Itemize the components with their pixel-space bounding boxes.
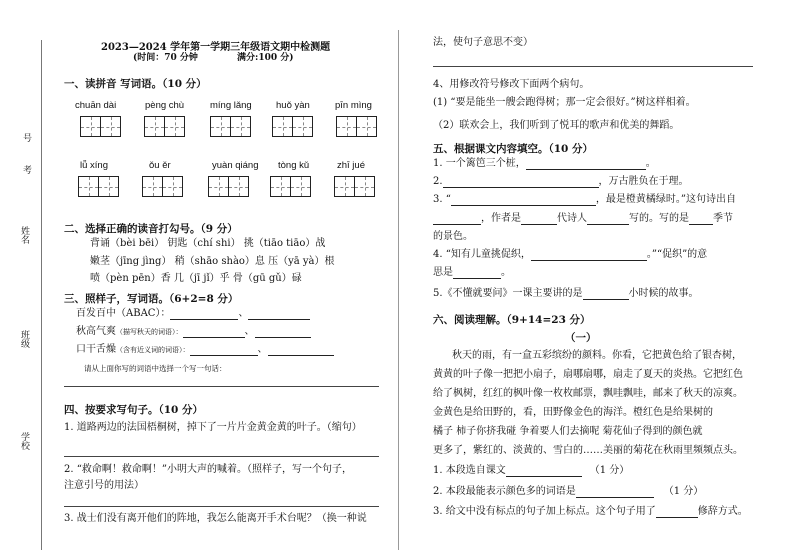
section-2-title: 二、选择正确的读音打勾号。（9 分） xyxy=(64,223,238,235)
answer-line[interactable] xyxy=(64,456,379,457)
s4-q1: 1. 道路两边的法国梧桐树，掉下了一片片金黄金黄的叶子。（缩句） xyxy=(64,422,362,433)
answer-blank[interactable] xyxy=(433,214,481,225)
side-label-hao: 号 xyxy=(21,133,31,142)
pinyin-3: míng lǎng xyxy=(210,100,252,111)
answer-line[interactable] xyxy=(64,386,379,387)
pinyin-2: pèng chù xyxy=(145,100,185,111)
s3-note: 请从上面你写的词语中选择一个写一句话： xyxy=(84,364,227,373)
pinyin-4: huǒ yàn xyxy=(276,100,310,111)
s5-q5-text: 5.《不懂就要问》一课主要讲的是 xyxy=(433,288,583,299)
answer-blank[interactable] xyxy=(587,214,629,225)
s5-q1-text: 1. 一个篱笆三个桩， xyxy=(433,158,526,169)
pinyin-7: ǒu ěr xyxy=(149,160,171,171)
tian-box[interactable] xyxy=(228,176,249,197)
s2-line-3: 喷（pèn pēn）香 几（jī jǐ）乎 骨（gū gǔ）碌 xyxy=(90,273,302,284)
tian-box[interactable] xyxy=(354,176,375,197)
s5-q4-text-2: 。”“促织”的意 xyxy=(646,249,708,260)
s5-q3-num: 3. “ xyxy=(433,194,451,205)
tian-box[interactable] xyxy=(144,116,165,137)
binding-line xyxy=(41,40,42,550)
side-label-name: 姓名 xyxy=(19,226,29,244)
tian-box[interactable] xyxy=(356,116,377,137)
s5-q1 xyxy=(433,158,656,170)
tian-box[interactable] xyxy=(78,176,99,197)
s6-q2 xyxy=(433,486,703,498)
column-divider xyxy=(398,30,399,550)
tian-box[interactable] xyxy=(336,116,357,137)
reading-part-label: （一） xyxy=(565,332,597,344)
side-label-school: 学校 xyxy=(19,432,29,450)
s5-q2-num: 2. xyxy=(433,176,443,187)
s3-line-1 xyxy=(76,308,310,320)
answer-blank[interactable] xyxy=(506,466,582,477)
reading-para-6: 更多了，紫红的、淡黄的、雪白的……美丽的菊花在秋雨里频频点头。 xyxy=(433,445,743,456)
answer-blank[interactable] xyxy=(443,177,599,188)
pinyin-5: pīn mìng xyxy=(335,100,372,111)
s5-q4-text: 4. “知有儿童挑促织， xyxy=(433,249,531,260)
exam-time: (时间：70 分钟 xyxy=(133,53,198,63)
s4-q4-2: （2）联欢会上，我们听到了悦耳的歌声和优美的舞蹈。 xyxy=(433,120,680,131)
tian-box[interactable] xyxy=(334,176,355,197)
s6-q1-score: （1 分） xyxy=(589,465,630,476)
side-label-class: 班级 xyxy=(19,330,29,348)
s5-q3-author: ，作者是 xyxy=(481,213,521,224)
s4-q3: 3. 战士们没有离开他们的阵地，我怎么能离开手术台呢？（换一种说 xyxy=(64,513,367,524)
pinyin-9: tòng kǔ xyxy=(278,160,310,171)
tian-box[interactable] xyxy=(164,116,185,137)
s4-q4-1: (1) “要是能坐一艘会跑得树；那一定会很好。”树这样相着。 xyxy=(433,97,696,108)
sep: 、 xyxy=(257,344,268,355)
tian-box[interactable] xyxy=(210,116,231,137)
s6-q2-score: （1 分） xyxy=(663,486,704,497)
tian-box[interactable] xyxy=(80,116,101,137)
answer-blank[interactable] xyxy=(255,327,311,338)
section-4-title: 四、按要求写句子。（10 分） xyxy=(64,404,204,416)
s6-q1-text: 1. 本段选自课文 xyxy=(433,465,506,476)
s4-q3-continued: 法，使句子意思不变） xyxy=(433,37,533,48)
tian-box[interactable] xyxy=(100,116,121,137)
s4-q2a: 2. “救命啊！救命啊！”小明大声的喊着。（照样子，写一个句子， xyxy=(64,464,352,475)
s5-q5-end: 小时候的故事。 xyxy=(628,288,699,299)
pinyin-10: zhī jué xyxy=(337,160,365,171)
s5-q3-season: 季节 xyxy=(713,213,733,224)
s5-q2-text: ，万古胜负在于理。 xyxy=(598,176,689,187)
s5-q4-end: 。 xyxy=(501,267,511,278)
answer-blank[interactable] xyxy=(521,214,557,225)
pinyin-6: lǚ xíng xyxy=(80,160,108,171)
s3-hint: （含有近义词的词语）： xyxy=(116,346,190,354)
s6-q3-text: 3. 给文中没有标点的句子加上标点。这个句子用了 xyxy=(433,506,656,517)
s3-label-abac: 百发百中（ABAC）： xyxy=(76,308,171,319)
s6-q3-end: 修辞方式。 xyxy=(697,506,748,517)
section-3-title: 三、照样子，写词语。（6+2=8 分） xyxy=(64,293,239,305)
tian-box[interactable] xyxy=(98,176,119,197)
reading-para-5: 橘子 柿子你挤我碰 争着要人们去摘呢 菊花仙子得到的颜色就 xyxy=(433,426,703,437)
section-6-title: 六、阅读理解。（9+14=23 分） xyxy=(433,314,591,326)
reading-para-2: 黄黄的叶子像一把把小扇子，扇哪扇哪，扇走了夏天的炎热。它把红色 xyxy=(433,369,743,380)
s6-q2-text: 2. 本段最能表示颜色多的词语是 xyxy=(433,486,576,497)
s3-label-synonym: 口干舌燥 xyxy=(76,344,116,355)
tian-box[interactable] xyxy=(270,176,291,197)
section-5-title: 五、根据课文内容填空。（10 分） xyxy=(433,143,594,155)
s5-q2 xyxy=(433,176,689,188)
pinyin-1: chuān dài xyxy=(75,100,117,111)
answer-blank[interactable] xyxy=(526,159,646,170)
s3-label-autumn: 秋高气爽 xyxy=(76,326,116,337)
answer-blank[interactable] xyxy=(453,268,501,279)
s5-q3-text: ，最是橙黄橘绿时。”这句诗出自 xyxy=(595,194,736,205)
answer-blank[interactable] xyxy=(248,309,310,320)
tian-box[interactable] xyxy=(292,116,313,137)
exam-score: 满分:100 分) xyxy=(237,53,294,63)
answer-blank[interactable] xyxy=(656,507,698,518)
answer-blank[interactable] xyxy=(183,327,245,338)
tian-box[interactable] xyxy=(142,176,163,197)
s2-line-1: 背诵（bèi bēi） 钥匙（chí shi） 挑（tiāo tiāo）战 xyxy=(90,238,326,249)
s2-line-2: 嫩茎（jīng jìng） 稍（shāo shào）息 压（yā yà）根 xyxy=(90,256,335,267)
section-1-title: 一、读拼音 写词语。（10 分） xyxy=(64,78,207,90)
sep: 、 xyxy=(244,326,255,337)
s6-q1 xyxy=(433,465,629,477)
s5-q3 xyxy=(433,194,736,206)
tian-box[interactable] xyxy=(162,176,183,197)
s5-q3-line3: 的景色。 xyxy=(433,231,473,242)
s3-hint: （描写秋天的词语）： xyxy=(116,328,183,336)
s4-q2b: 注意引号的用法） xyxy=(64,480,144,491)
reading-para-4: 金黄色是给田野的，看，田野像金色的海洋。橙红色是给果树的 xyxy=(433,407,713,418)
answer-blank[interactable] xyxy=(583,289,629,300)
answer-blank[interactable] xyxy=(190,345,258,356)
s5-q3-wrote: 写的。写的是 xyxy=(629,213,689,224)
s6-q3 xyxy=(433,506,748,518)
answer-blank[interactable] xyxy=(451,195,596,206)
tian-box[interactable] xyxy=(208,176,229,197)
side-label-kao: 考 xyxy=(21,165,31,174)
s5-q5 xyxy=(433,288,699,300)
answer-blank[interactable] xyxy=(170,309,238,320)
answer-blank[interactable] xyxy=(531,250,647,261)
answer-blank[interactable] xyxy=(576,487,654,498)
sep: 、 xyxy=(238,308,249,319)
tian-box[interactable] xyxy=(230,116,251,137)
answer-line[interactable] xyxy=(64,506,379,507)
pinyin-8: yuàn qiáng xyxy=(212,160,259,171)
answer-blank[interactable] xyxy=(268,345,334,356)
s4-q4: 4、用修改符号修改下面两个病句。 xyxy=(433,79,590,90)
answer-blank[interactable] xyxy=(689,214,713,225)
s3-line-2 xyxy=(76,326,311,338)
tian-box[interactable] xyxy=(290,176,311,197)
reading-para-1: 秋天的雨，有一盒五彩缤纷的颜料。你看，它把黄色给了银杏树， xyxy=(452,350,742,361)
s5-q1-end: 。 xyxy=(645,158,656,169)
reading-para-3: 给了枫树，红红的枫叶像一枚枚邮票，飘哇飘哇，邮来了秋天的凉爽。 xyxy=(433,388,743,399)
tian-box[interactable] xyxy=(272,116,293,137)
exam-title: 2023—2024 学年第一学期三年级语文期中检测题 xyxy=(101,42,331,53)
s5-q4-meaning: 思是 xyxy=(433,267,453,278)
s3-line-3 xyxy=(76,344,334,356)
answer-line[interactable] xyxy=(433,66,753,67)
s5-q4-line2 xyxy=(433,267,511,279)
s5-q3-dynasty: 代诗人 xyxy=(557,213,587,224)
s5-q4 xyxy=(433,249,707,261)
s5-q3-line2 xyxy=(433,213,733,225)
